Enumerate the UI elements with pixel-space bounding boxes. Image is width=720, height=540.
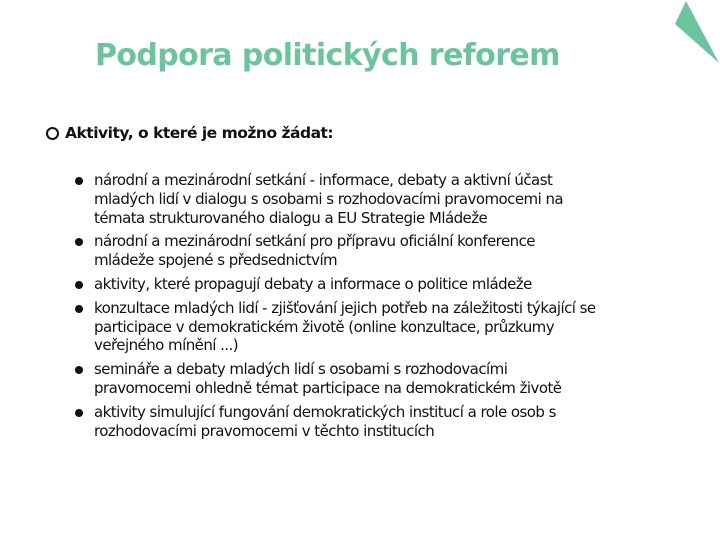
list-item-line: veřejného mínění ...) <box>94 336 239 355</box>
list-item-line: participace v demokratickém životě (online konzultace, průzkumy <box>94 317 555 336</box>
list-item <box>74 299 714 355</box>
bullet-dot-icon <box>75 409 83 417</box>
section-heading <box>46 124 333 142</box>
bullet-dot-icon <box>75 281 83 289</box>
list-item-line: aktivity, které propagují debaty a informace o politice mládeže <box>94 274 532 293</box>
bullet-dot-icon <box>75 305 83 313</box>
section-heading-text: Aktivity, o které je možno žádat: <box>65 124 334 142</box>
list-item <box>74 232 714 270</box>
list-item <box>74 171 714 227</box>
list-item <box>74 275 714 294</box>
list-item-line: národní a mezinárodní setkání - informace, debaty a aktivní účast <box>94 171 553 189</box>
hollow-circle-icon <box>46 127 59 140</box>
list-item-line: pravomocemi ohledně témat participace na demokratickém životě <box>94 378 562 397</box>
bullet-dot-icon <box>75 238 83 246</box>
list-item-line: rozhodovacími pravomocemi v těchto institucích <box>94 421 435 440</box>
list-item-line: mládeže spojené s předsednictvím <box>94 251 338 270</box>
list-item-line: aktivity simulující fungování demokratických institucí a role osob s <box>94 402 556 421</box>
list-item <box>74 403 714 441</box>
list-item-line: mladých lidí v dialogu s osobami s rozhodovacími pravomocemi na <box>94 189 564 208</box>
triangle-shape <box>675 1 719 63</box>
list-item-line: národní a mezinárodní setkání pro přípravu oficiální konference <box>94 232 535 251</box>
list-item-line: témata strukturovaného dialogu a EU Strategie Mládeže <box>94 208 488 227</box>
bullet-dot-icon <box>75 366 83 374</box>
bullet-dot-icon <box>75 177 83 185</box>
list-item-line: konzultace mladých lidí - zjišťování jejich potřeb na záležitosti týkající se <box>94 298 596 317</box>
activity-list <box>74 171 714 445</box>
list-item-line: semináře a debaty mladých lidí s osobami s rozhodovacími <box>94 360 508 379</box>
slide-title: Podpora politických reforem <box>95 38 560 73</box>
list-item <box>74 360 714 398</box>
